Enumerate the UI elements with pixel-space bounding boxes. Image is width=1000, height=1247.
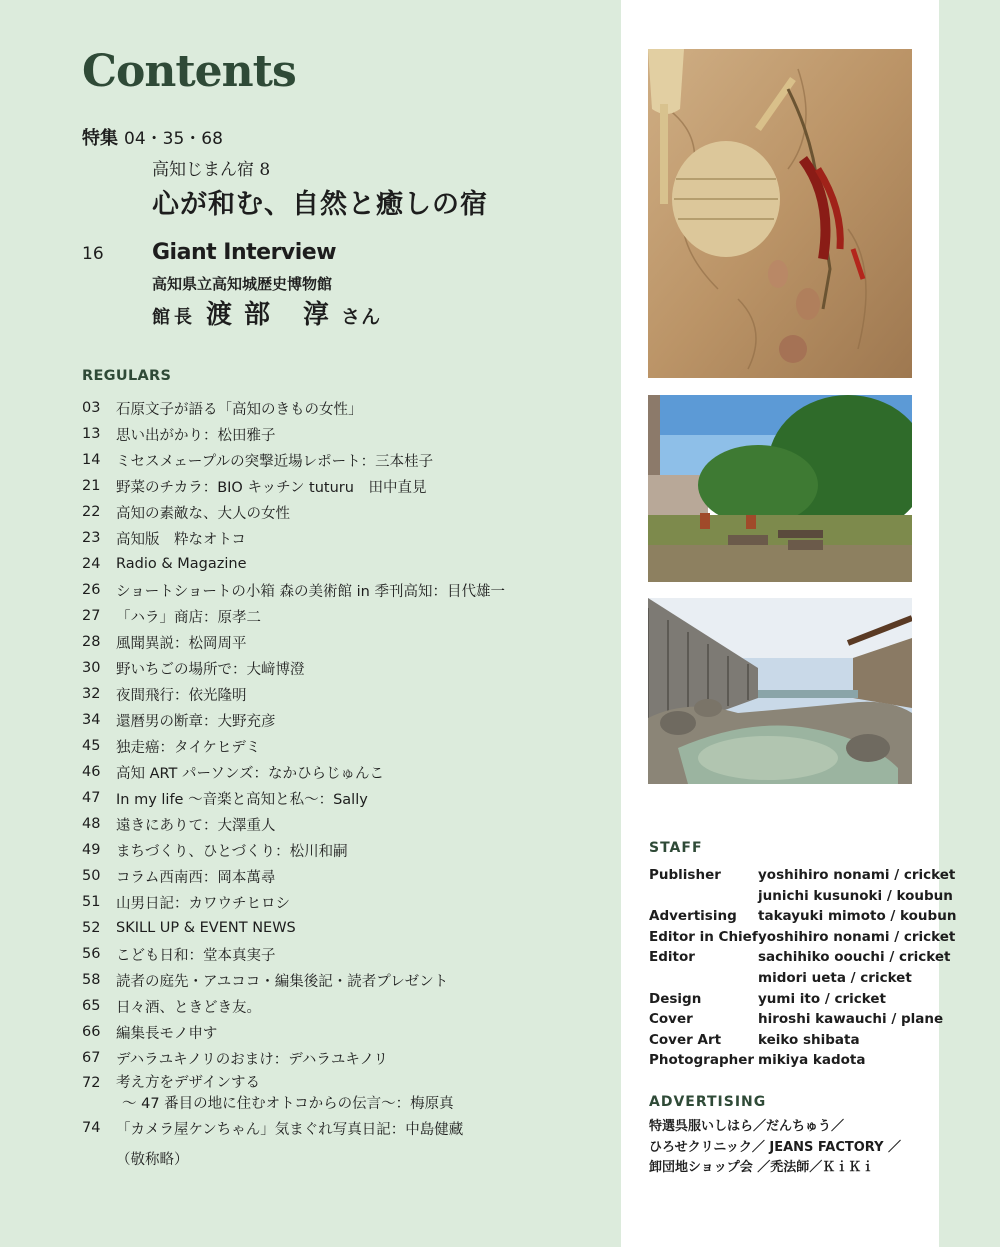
staff-name: sachihiko oouchi / cricket [758,949,951,966]
regular-item [82,395,505,421]
regular-page: 67 [82,1050,101,1066]
regular-page: 03 [82,400,101,416]
advertiser-line: 卸団地ショップ会 ／禿法師／ＫｉＫｉ [649,1160,875,1176]
regular-item [82,629,505,655]
regular-page: 34 [82,712,101,728]
staff-row [649,1009,944,1030]
advertiser-line: ひろせクリニック／ JEANS FACTORY ／ [649,1139,902,1155]
staff-row [649,906,957,927]
regulars-heading: REGULARS [82,368,172,384]
regular-item [82,1071,505,1115]
photo-basket-on-wall [648,49,912,378]
regular-page: 56 [82,946,101,962]
advertising-list [649,1117,901,1179]
staff-name: mikiya kadota [758,1052,866,1069]
honorific-note: （敬称略） [116,1152,189,1168]
regular-page: 66 [82,1024,101,1040]
regular-title-lines [116,1048,388,1069]
regular-title-lines [116,502,290,523]
regular-page: 74 [82,1120,101,1136]
staff-name: midori ueta / cricket [758,969,912,986]
staff-name: hiroshi kawauchi / plane [758,1011,944,1028]
feature-pages: 04・35・68 [124,129,223,149]
staff-role: Photographer [649,1052,755,1069]
regular-page: 32 [82,686,101,702]
regular-page: 13 [82,426,101,442]
regular-title: 読者の庭先・アユココ・編集後記・読者プレゼント [116,973,449,990]
giant-interview-role: 館長 [152,307,196,328]
regular-page: 27 [82,608,101,624]
regular-title-lines [116,684,247,705]
giant-interview-person [152,294,381,331]
regular-title: In my life 〜音楽と高知と私〜：Sally [116,791,368,808]
giant-interview-title: Giant Interview [152,240,337,265]
regular-title-lines [116,762,384,783]
regular-title-lines [116,1118,463,1139]
regular-item [82,681,505,707]
feature-series: 高知じまん宿 8 [152,160,271,180]
advertising-heading: ADVERTISING [649,1094,767,1110]
regular-page: 52 [82,920,101,936]
photo-garden-yard [648,395,912,582]
staff-names [758,1030,860,1051]
regular-item [82,889,505,915]
regular-title-lines [116,476,426,497]
regular-item [82,837,505,863]
regular-page: 46 [82,764,101,780]
regular-title: デハラユキノリのおまけ：デハラユキノリ [116,1051,389,1068]
staff-role: Editor in Chief [649,928,758,945]
regular-title-lines [116,450,433,471]
regular-title-lines [116,606,261,627]
regular-page: 14 [82,452,101,468]
regular-title: 考え方をデザインする [116,1075,260,1091]
staff-role: Cover Art [649,1031,722,1048]
giant-interview-organization: 高知県立高知城歴史博物館 [152,275,333,293]
regular-page: 47 [82,790,101,806]
regular-item [82,785,505,811]
regular-title: 風聞異説：松岡周平 [116,635,247,652]
regular-title-lines [116,424,276,445]
regular-item [82,759,505,785]
regular-item [82,551,505,577]
giant-interview-honorific: さん [341,306,382,328]
regular-subtitle: 〜 47 番目の地に住むオトコからの伝言〜：梅原真 [122,1096,454,1112]
regular-item [82,525,505,551]
staff-names [758,1050,866,1071]
regular-item [82,707,505,733]
regular-title: SKILL UP & EVENT NEWS [116,920,296,936]
regular-title: 高知版 粋なオトコ [116,531,246,548]
regular-item [82,863,505,889]
staff-name: takayuki mimoto / koubun [758,908,957,925]
regular-page: 30 [82,660,101,676]
staff-names [758,989,886,1010]
regular-item [82,915,505,941]
regular-title-lines [116,398,363,419]
staff-heading: STAFF [649,840,703,856]
regular-title-lines [116,556,247,572]
regular-title-lines [116,1073,454,1115]
staff-names [758,906,956,927]
regular-title: 高知の素敵な、大人の女性 [116,505,290,522]
staff-row [649,989,939,1010]
staff-list [649,865,957,1071]
regular-title: 還暦男の断章：大野充彦 [116,713,276,730]
regular-title: 高知 ART パーソンズ：なかひらじゅんこ [116,765,384,782]
giant-interview-name: 渡部 淳 [206,300,342,330]
regular-title: 思い出がかり：松田雅子 [116,427,276,444]
regular-title: 遠きにありて：大澤重人 [116,817,276,834]
regular-title: 「ハラ」商店：原孝二 [116,609,261,626]
page-edge-strip [939,0,1000,1247]
staff-names [758,947,950,988]
staff-row [649,927,956,948]
regular-item [82,577,505,603]
regular-page: 22 [82,504,101,520]
staff-role: Design [649,990,702,1007]
regular-item [82,447,505,473]
staff-name: yoshihiro nonami / cricket [758,928,956,945]
feature-header [82,124,223,150]
regular-title: こども日和：堂本真実子 [116,947,276,964]
regular-title: 山男日記：カワウチヒロシ [116,895,290,912]
staff-name: yoshihiro nonami / cricket [758,867,956,883]
feature-headline: 心が和む、自然と癒しの宿 [152,189,488,220]
regular-title: 「カメラ屋ケンちゃん」気まぐれ写真日記：中島健藏 [116,1121,464,1138]
regular-title-lines [116,996,261,1017]
regulars-list [82,395,505,1141]
regular-title: 独走癌：タイケヒデミ [116,739,261,756]
regular-page: 50 [82,868,101,884]
regular-page: 21 [82,478,101,494]
regular-item [82,1045,505,1071]
staff-row [649,1050,939,1071]
staff-role: Publisher [649,867,721,883]
regular-title: Radio & Magazine [116,556,247,572]
regular-title-lines [116,814,276,835]
regular-page: 51 [82,894,101,910]
regular-page: 49 [82,842,101,858]
regular-item [82,967,505,993]
regular-title: 編集長モノ申す [116,1025,218,1042]
feature-label: 特集 [82,128,118,149]
regular-item [82,811,505,837]
regular-title-lines [116,736,260,757]
regular-page: 58 [82,972,101,988]
regular-title: 夜間飛行：依光隆明 [116,687,247,704]
photo-outdoor-bath [648,598,912,784]
regular-title-lines [116,970,448,991]
regular-item [82,733,505,759]
regular-item [82,1115,505,1141]
regular-title-lines [116,580,505,601]
regular-title-lines [116,840,348,861]
regular-page: 26 [82,582,101,598]
regular-title: 日々酒、ときどき友。 [116,999,261,1016]
regular-title-lines [116,710,276,731]
regular-title-lines [116,892,290,913]
regular-title-lines [116,788,368,809]
staff-row [649,865,956,906]
staff-row [649,1030,939,1051]
regular-title: 石原文子が語る「高知のきもの女性」 [116,401,363,418]
regular-page: 65 [82,998,101,1014]
regular-title: まちづくり、ひとづくり：松川和嗣 [116,843,348,860]
regular-page: 45 [82,738,101,754]
regular-page: 23 [82,530,101,546]
regular-item [82,941,505,967]
regular-title-lines [116,866,275,887]
page-title: Contents [82,46,296,97]
regular-item [82,421,505,447]
regular-title-lines [116,1022,217,1043]
advertiser-line: 特選呉服いしはら／だんちゅう／ [649,1119,845,1134]
regular-title: コラム西南西：岡本萬尋 [116,869,276,886]
regular-page: 24 [82,556,101,572]
staff-role: Editor [649,949,695,966]
regular-title: 野いちごの場所で：大﨑博澄 [116,661,305,678]
regular-title-lines [116,920,296,936]
staff-names [758,927,955,948]
staff-name: yumi ito / cricket [758,990,887,1007]
staff-role: Advertising [649,908,737,925]
regular-item [82,655,505,681]
regular-page: 48 [82,816,101,832]
staff-names [758,1009,943,1030]
staff-name: junichi kusunoki / koubun [758,887,953,904]
staff-role: Cover [649,1011,693,1028]
regular-item [82,473,505,499]
staff-row [649,947,951,988]
staff-names [758,865,955,906]
staff-name: keiko shibata [758,1031,860,1048]
giant-interview-page: 16 [82,244,104,264]
regular-item [82,499,505,525]
regular-page: 72 [82,1075,101,1091]
regular-page: 28 [82,634,101,650]
regular-item [82,1019,505,1045]
regular-title: ショートショートの小箱 森の美術館 in 季刊高知：目代雄一 [116,583,505,600]
regular-item [82,603,505,629]
regular-title: 野菜のチカラ：BIO キッチン tuturu 田中直見 [116,479,427,496]
regular-title-lines [116,658,305,679]
regular-item [82,993,505,1019]
regular-title: ミセスメェープルの突撃近場レポート：三本桂子 [116,453,434,470]
regular-title-lines [116,944,276,965]
regular-title-lines [116,528,246,549]
regular-title-lines [116,632,247,653]
